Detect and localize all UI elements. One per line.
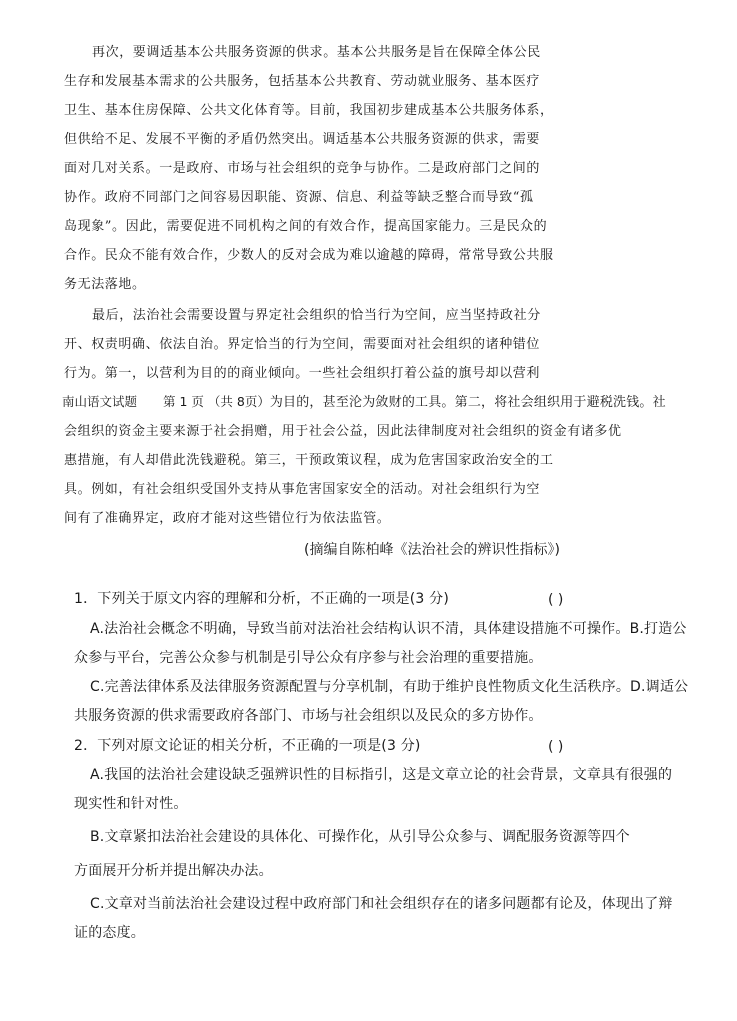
footer-label: 南山语文试题 <box>62 394 138 409</box>
passage-line: 为目的，甚至沦为敛财的工具。第二，将社会组织用于避税洗钱。社 <box>269 395 666 410</box>
question-2-answer-bracket[interactable]: ( ) <box>548 739 564 755</box>
question-2-option-line: C.文章对当前法治社会建设过程中政府部门和社会组织存在的诸多问题都有论及，体现出了辩 <box>90 896 673 912</box>
question-1-option-line: A.法治社会概念不明确，导致当前对法治社会结构认识不清，具体建设措施不可操作。B.打造公 <box>90 621 687 637</box>
question-2-option-line: A.我国的法治社会建设缺乏强辨识性的目标指引，这是文章立论的社会背景，文章具有很强的 <box>90 767 673 783</box>
question-2-option-line: 证的态度。 <box>74 925 145 941</box>
passage-line: 最后，法治社会需要设置与界定社会组织的恰当行为空间，应当坚持政社分 <box>92 308 541 323</box>
question-2-stem: 2．下列对原文论证的相关分析，不正确的一项是(3 分) <box>74 738 421 754</box>
passage-line: 间有了准确界定，政府才能对这些错位行为依法监管。 <box>64 511 391 526</box>
passage-line: 务无法落地。 <box>64 277 146 292</box>
question-1-option-line: C.完善法律体系及法律服务资源配置与分享机制，有助于维护良性物质文化生活秩序。D.调适公 <box>90 679 689 695</box>
question-1-option-line: 众参与平台，完善公众参与机制是引导公众有序参与社会治理的重要措施。 <box>74 650 543 666</box>
question-1-stem: 1．下列关于原文内容的理解和分析，不正确的一项是(3 分) <box>74 591 449 607</box>
question-2-option-line: B.文章紧扣法治社会建设的具体化、可操作化，从引导公众参与、调配服务资源等四个 <box>90 829 630 845</box>
passage-line: 协作。政府不同部门之间容易因职能、资源、信息、利益等缺乏整合而导致“孤 <box>64 190 534 205</box>
passage-line: 会组织的资金主要来源于社会捐赠，用于社会公益，因此法律制度对社会组织的资金有诸多优 <box>64 424 622 439</box>
question-1-option-line: 共服务资源的供求需要政府各部门、市场与社会组织以及民众的多方协作。 <box>74 708 543 724</box>
footer-page-number: 第 1 页 （共 8页） <box>163 394 270 409</box>
passage-line: 卫生、基本住房保障、公共文化体育等。目前，我国初步建成基本公共服务体系， <box>64 103 554 118</box>
passage-line: 合作。民众不能有效合作，少数人的反对会成为难以逾越的障碍，常常导致公共服 <box>64 248 554 263</box>
passage-line: 生存和发展基本需求的公共服务，包括基本公共教育、劳动就业服务、基本医疗 <box>64 74 541 89</box>
source-citation: (摘编自陈柏峰《法治社会的辨识性指标》) <box>304 542 560 558</box>
passage-line: 具。例如，有社会组织受国外支持从事危害国家安全的活动。对社会组织行为空 <box>64 482 541 497</box>
passage-line: 行为。第一，以营利为目的的商业倾向。一些社会组织打着公益的旗号却以营利 <box>64 366 541 381</box>
passage-line: 面对几对关系。一是政府、市场与社会组织的竞争与协作。二是政府部门之间的 <box>64 161 541 176</box>
passage-line: 再次，要调适基本公共服务资源的供求。基本公共服务是旨在保障全体公民 <box>92 45 541 60</box>
question-1-answer-bracket[interactable]: ( ) <box>548 592 564 608</box>
passage-line: 开、权责明确、依法自治。界定恰当的行为空间，需要面对社会组织的诸种错位 <box>64 337 541 352</box>
question-2-option-line: 现实性和针对性。 <box>74 796 188 812</box>
passage-line: 但供给不足、发展不平衡的矛盾仍然突出。调适基本公共服务资源的供求，需要 <box>64 132 541 147</box>
passage-line: 惠措施，有人却借此洗钱避税。第三，干预政策议程，成为危害国家政治安全的工 <box>64 453 554 468</box>
passage-line: 岛现象”。因此，需要促进不同机构之间的有效合作，提高国家能力。三是民众的 <box>64 219 548 234</box>
question-2-option-line: 方面展开分析并提出解决办法。 <box>74 863 273 879</box>
page-footer-line <box>62 396 666 409</box>
